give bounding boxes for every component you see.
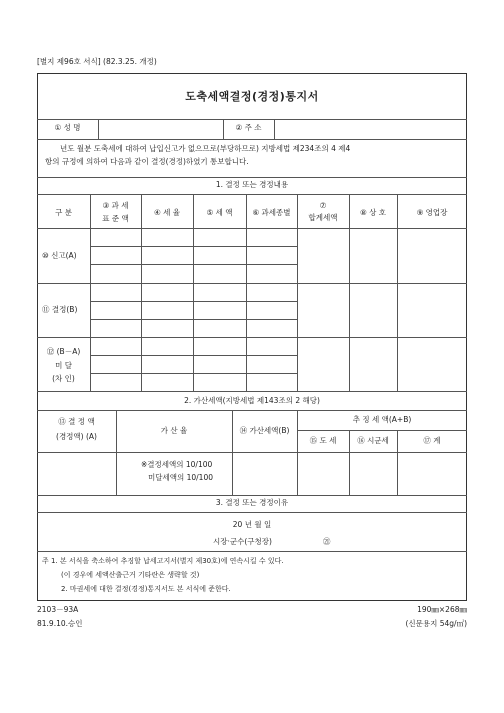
col-city: ⑯ 시군세: [357, 436, 389, 445]
col-province: ⑮ 도 세: [309, 436, 337, 445]
col-tax-base-1: ③ 과 세: [102, 201, 129, 210]
rate-line-1: ※결정세액의 10/100: [141, 460, 213, 469]
seal-mark: ㉑: [323, 537, 331, 546]
col-tax-class: ⑥ 과세종별: [252, 208, 291, 217]
date-line: 20 년 월 일: [232, 520, 272, 529]
col-total-2: 합계세액: [308, 213, 338, 222]
rate-line-2: 미달세액의 10/100: [148, 473, 213, 482]
col-gubun: 구 분: [55, 208, 72, 217]
footer-code: 2103－93A: [37, 605, 79, 614]
name-label: ① 성 명: [54, 123, 81, 132]
signer-label: 시장·군수(구청장): [213, 537, 272, 546]
intro-line-1: 년도 월분 도축세에 대하여 납입신고가 없으므로(부당하므로) 지방세법 제234조의 4 제4: [60, 144, 351, 153]
col-rate: ④ 세 율: [154, 208, 180, 217]
intro-line-2: 항의 규정에 의하여 다음과 같이 결정(경정)하였기 통보합니다.: [45, 157, 249, 166]
footer-approval: 81.9.10.승인: [37, 619, 83, 628]
col-business: ⑨ 영업장: [416, 208, 448, 217]
col-addtax: ⑭ 가산세액(B): [239, 426, 290, 435]
col-sum: ⑰ 계: [423, 436, 441, 445]
section3-heading: 3. 결정 또는 경정이유: [215, 498, 289, 507]
footer-paper: (신문용지 54g/㎡): [405, 619, 467, 628]
col-collect: 추 징 세 액(A+B): [352, 415, 412, 424]
note-2: 2. 마권세에 대한 결정(경정)통지서도 본 서식에 준한다.: [61, 585, 231, 593]
col-addrate: 가 산 율: [160, 426, 188, 435]
col-amount: ⑤ 세 액: [206, 208, 233, 217]
address-label: ② 주 소: [235, 123, 262, 132]
row-diff-2: 미 달: [55, 361, 72, 370]
section1-heading: 1. 결정 또는 경정내용: [215, 180, 289, 189]
col-trade-name: ⑧ 상 호: [360, 208, 386, 217]
col-tax-base-2: 표 준 액: [102, 214, 129, 223]
row-diff-3: (차 인): [52, 374, 75, 383]
col-total-1: ⑦: [319, 201, 327, 210]
col-decided-1: ⑬ 결 정 액: [58, 417, 95, 426]
address-field[interactable]: [276, 121, 464, 137]
footer-size: 190㎜×268㎜: [417, 605, 467, 614]
note-1b: (이 경우에 세액산출근거 기타란은 생략할 것): [61, 571, 200, 579]
page-title: 도축세액결정(경정)통지서: [185, 90, 319, 103]
row-diff-1: ⑫ (B－A): [46, 347, 81, 356]
row-report: ⑩ 신고(A): [42, 251, 77, 260]
note-1: 주 1. 본 서식을 축소하여 추징할 납세고지서(별지 제30호)에 연속시킬 수 있다.: [42, 557, 284, 565]
name-field[interactable]: [100, 121, 221, 137]
col-decided-2: (경정액) (A): [56, 432, 97, 441]
section2-heading: 2. 가산세액(지방세법 제143조의 2 해당): [184, 396, 320, 405]
form-reference: [별지 제96호 서식] (82.3.25. 개정): [37, 57, 157, 66]
row-decision: ⑪ 결정(B): [42, 305, 78, 314]
